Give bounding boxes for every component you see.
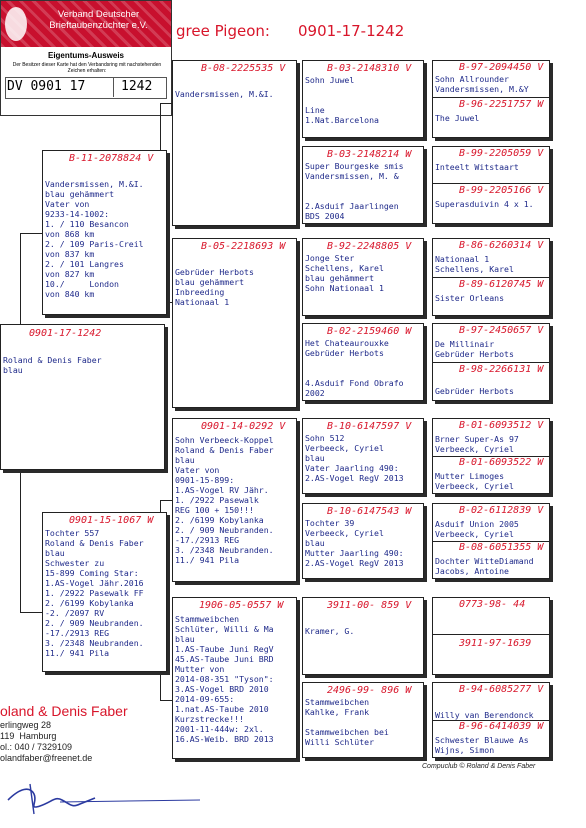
great-grandparent-ring: B-03-2148214 W: [327, 149, 412, 160]
gggp-ring: 3911-97-1639: [459, 638, 532, 649]
badge-heading: Eigentums-Ausweis: [47, 51, 124, 60]
dam-card: [42, 512, 167, 672]
dam-ring: 0901-15-1067 W: [69, 515, 154, 526]
great-grandparent-ring: 2496-99- 896 W: [327, 685, 412, 696]
gggp-text: Nationaal 1 Schellens, Karel: [435, 254, 514, 274]
great-grandparent-text: Super Bourgeske smis Vandersmissen, M. & 2.Asduif Jaarlingen BDS 2004: [305, 161, 404, 221]
connector-line: [160, 700, 172, 701]
gggp-ring: B-96-2251757 W: [459, 99, 544, 110]
breeder-phone: ol.: 040 / 7329109: [0, 742, 73, 752]
great-grandparent-ring: 3911-00- 859 V: [327, 600, 412, 611]
grandparent-ring: 1906-05-0557 W: [199, 600, 284, 611]
grandparent-text: Gebrüder Herbots blau gehämmert Inbreeding Nationaal 1: [175, 267, 254, 307]
badge-org-name: Verband Deutscher Brieftaubenzüchter e.V.: [49, 9, 148, 31]
gggp-text: Brner Super-As 97 Verbeeck, Cyriel: [435, 434, 519, 454]
grandparent-ring: 0901-14-0292 V: [201, 421, 286, 432]
gggp-divider: [433, 183, 550, 184]
great-grandparent-ring: B-10-6147543 W: [327, 506, 412, 517]
gggp-ring: B-94-6085277 V: [459, 684, 544, 695]
gggp-ring: B-02-6112839 V: [459, 505, 544, 516]
gggp-pair-card: [432, 418, 550, 494]
great-grandparent-ring: B-03-2148310 V: [327, 63, 412, 74]
page-title-ring: 0901-17-1242: [298, 22, 405, 40]
gggp-text: Asduif Union 2005 Verbeeck, Cyriel: [435, 519, 519, 539]
gggp-ring: B-86-6260314 V: [459, 240, 544, 251]
great-grandparent-text: Tochter 39 Verbeeck, Cyriel blau Mutter Jaarling 490: 2.AS-Vogel RegV 2013: [305, 518, 404, 568]
gggp-text: Schwester Blauwe As Wijns, Simon: [435, 735, 529, 755]
gggp-pair-card: [432, 682, 550, 758]
great-grandparent-ring: B-10-6147597 V: [327, 421, 412, 432]
gggp-ring: B-98-2266131 W: [459, 364, 544, 375]
breeder-email: olandfaber@freenet.de: [0, 753, 93, 763]
gggp-pair-card: [432, 238, 550, 316]
gggp-ring: B-01-6093512 V: [459, 420, 544, 431]
gggp-text: Superasduivin 4 x 1.: [435, 199, 534, 209]
great-grandparent-ring: B-02-2159460 W: [327, 326, 412, 337]
great-grandparent-text: Het Chateaurouxke Gebrüder Herbots 4.Asduif Fond Obrafo 2002: [305, 338, 404, 398]
gggp-text: Willy van Berendonck: [435, 710, 534, 720]
sire-card: [42, 150, 167, 315]
subject-card: [0, 324, 165, 470]
gggp-text: Sohn Allrounder Vandersmissen, M.&Y: [435, 74, 529, 94]
connector-line: [160, 103, 172, 104]
great-grandparent-card: [302, 597, 424, 675]
gggp-ring: B-08-6051355 W: [459, 542, 544, 553]
gggp-divider: [433, 97, 550, 98]
grandparent-card: [172, 418, 297, 582]
great-grandparent-text: Sohn Juwel Line 1.Nat.Barcelona: [305, 75, 379, 125]
grandparent-card: [172, 238, 297, 408]
great-grandparent-card: [302, 146, 424, 224]
breeder-street: erlingweg 28: [0, 720, 52, 730]
great-grandparent-card: [302, 503, 424, 579]
badge-ring-number: 1242: [121, 79, 153, 94]
great-grandparent-text: Jonge Ster Schellens, Karel blau gehämmert Sohn Nationaal 1: [305, 253, 384, 293]
grandparent-card: [172, 60, 297, 226]
gggp-ring: B-01-6093522 W: [459, 457, 544, 468]
gggp-divider: [433, 362, 550, 363]
gggp-text: Mutter Limoges Verbeeck, Cyriel: [435, 471, 514, 491]
badge-ring-prefix: DV 0901 17: [7, 79, 86, 94]
grandparent-text: Stammweibchen Schlüter, Willi & Ma blau 1.AS-Taube Juni RegV 45.AS-Taube Juni BRD Mutter von 2014-08-351 "Tyson": 3.AS-Vogel BRD 2010 2014-09-655: 1.nat.AS-Taube 2010 Kurzstrecke!!! 2001-11-444w: 2xl. 16.AS-Weib. BRD 2013: [175, 614, 274, 744]
gggp-ring: B-96-6414039 W: [459, 721, 544, 732]
breeder-city: 119 Hamburg: [0, 731, 57, 741]
grandparent-ring: B-08-2225535 V: [201, 63, 286, 74]
gggp-divider: [433, 277, 550, 278]
gggp-text: Gebrüder Herbots: [435, 386, 514, 396]
subject-text: Roland & Denis Faber blau: [3, 355, 102, 375]
pigeon-logo-icon: [5, 7, 27, 41]
sire-text: Vandersmissen, M.&I. blau gehämmert Vater von 9233-14-1002: 1. / 110 Besancon von 868 km 2. / 109 Paris-Creil von 837 km 2. / 101 Langres von 827 km 10./ London von 840 km: [45, 179, 144, 299]
grandparent-card: [172, 597, 297, 759]
gggp-text: De Millinair Gebrüder Herbots: [435, 339, 514, 359]
grandparent-text: Sohn Verbeeck-Koppel Roland & Denis Faber blau Vater von 0901-15-899: 1.AS-Vogel RV Jähr. 1. /2922 Pasewalk REG 100 + 150!!! 2. /6199 Kobylanka 2. / 909 Neubranden. -17./2913 REG 3. /2348 Neubranden. 11./ 941 Pila: [175, 435, 274, 565]
breeder-name: oland & Denis Faber: [0, 703, 128, 719]
gggp-pair-card: [432, 323, 550, 401]
footer-credit: Compuclub © Roland & Denis Faber: [422, 763, 536, 770]
connector-line: [20, 233, 42, 234]
gggp-text: Sister Orleans: [435, 293, 505, 303]
grandparent-ring: B-05-2218693 W: [201, 241, 286, 252]
great-grandparent-text: Stammweibchen Kahlke, Frank Stammweibchen bei Willi Schlüter: [305, 697, 389, 747]
great-grandparent-ring: B-92-2248805 V: [327, 241, 412, 252]
gggp-text: Inteelt Witstaart: [435, 162, 519, 172]
gggp-ring: B-99-2205166 V: [459, 185, 544, 196]
badge-note: Der Besitzer dieser Karte hat den Verbandsring mit nachstehenden Zeichen erhalten:: [12, 62, 162, 74]
great-grandparent-text: Kramer, G.: [305, 626, 355, 636]
gggp-ring: B-97-2094450 V: [459, 62, 544, 73]
subject-ring: 0901-17-1242: [29, 328, 102, 339]
gggp-pair-card: [432, 597, 550, 675]
great-grandparent-card: [302, 60, 424, 138]
connector-line: [160, 500, 172, 501]
great-grandparent-card: [302, 238, 424, 316]
great-grandparent-card: [302, 323, 424, 401]
gggp-pair-card: [432, 503, 550, 579]
gggp-text: The Juwel: [435, 113, 480, 123]
gggp-ring: B-97-2450657 V: [459, 325, 544, 336]
badge-number-divider: [113, 77, 114, 97]
great-grandparent-card: [302, 682, 424, 758]
grandparent-text: Vandersmissen, M.&I.: [175, 89, 274, 99]
great-grandparent-text: Sohn 512 Verbeeck, Cyriel blau Vater Jaarling 490: 2.AS-Vogel RegV 2013: [305, 433, 404, 483]
badge-header-band: [1, 1, 171, 47]
gggp-text: Dochter WitteDiamand Jacobs, Antoine: [435, 556, 534, 576]
ownership-badge: [0, 0, 172, 116]
gggp-divider: [433, 634, 550, 635]
gggp-ring: B-99-2205059 V: [459, 148, 544, 159]
dam-text: Tochter 557 Roland & Denis Faber blau Schwester zu 15-899 Coming Star: 1.AS-Vogel Jähr.2016 1. /2922 Pasewalk FF 2. /6199 Kobylanka -2. /2097 RV 2. / 909 Neubranden. -17./2913 REG 3. /2348 Neubranden. 11./ 941 Pila: [45, 528, 144, 658]
sire-ring: B-11-2078824 V: [69, 153, 154, 164]
great-grandparent-card: [302, 418, 424, 494]
gggp-pair-card: [432, 60, 550, 138]
page-title-label: gree Pigeon:: [176, 22, 270, 40]
gggp-ring: B-89-6120745 W: [459, 279, 544, 290]
gggp-pair-card: [432, 146, 550, 224]
gggp-ring: 0773-98- 44: [459, 599, 526, 610]
signature-image: [0, 770, 210, 820]
